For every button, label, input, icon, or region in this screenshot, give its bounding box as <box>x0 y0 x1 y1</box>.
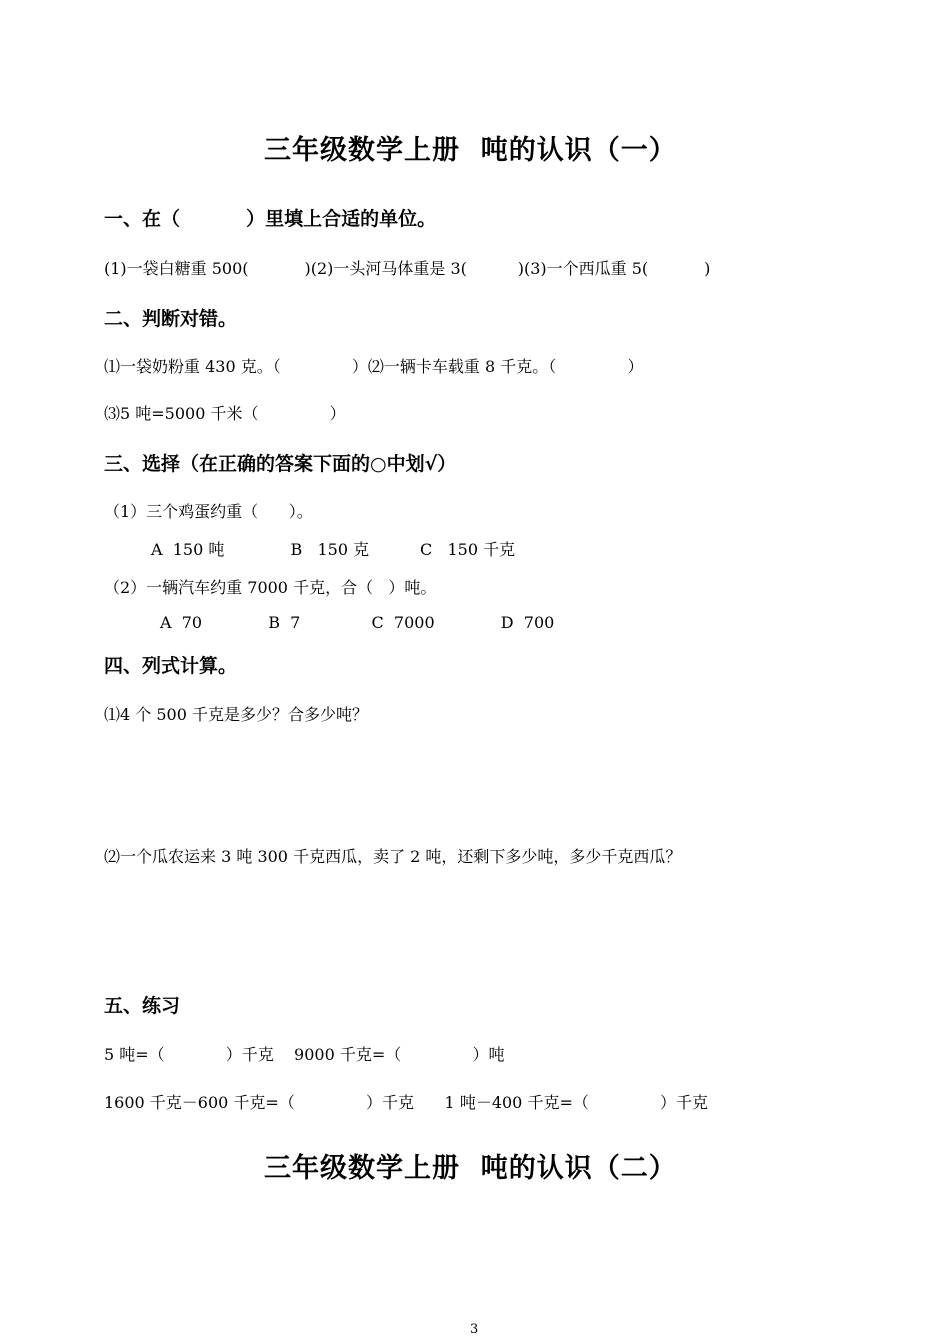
section-4-question-2: ⑵一个瓜农运来 3 吨 300 千克西瓜，卖了 2 吨，还剩下多少吨，多少千克西瓜？ <box>104 847 682 866</box>
section-2-line-1: ⑴一袋奶粉重 430 克。（ ）⑵一辆卡车载重 8 千克。（ ） <box>104 357 644 376</box>
section-2-line-2: ⑶5 吨=5000 千米（ ） <box>104 404 346 423</box>
section-1-line-1: (1)一袋白糖重 500( )(2)一头河马体重是 3( )(3)一个西瓜重 5( ) <box>104 259 711 278</box>
page-title-1: 三年级数学上册 吨的认识（一） <box>264 135 677 166</box>
page-title-2: 三年级数学上册 吨的认识（二） <box>264 1153 677 1184</box>
section-3-question-2-options: A 70 B 7 C 7000 D 700 <box>160 613 555 632</box>
section-1-heading: 一、在（ ）里填上合适的单位。 <box>104 208 437 230</box>
section-3-question-1-options: A 150 吨 B 150 克 C 150 千克 <box>151 540 516 559</box>
section-5-line-1: 5 吨=（ ）千克 9000 千克=（ ）吨 <box>104 1045 505 1064</box>
page-number: 3 <box>470 1322 479 1337</box>
section-2-heading: 二、判断对错。 <box>104 308 238 330</box>
section-4-question-1: ⑴4 个 500 千克是多少？合多少吨？ <box>104 705 368 724</box>
section-5-heading: 五、练习 <box>104 995 181 1017</box>
section-3-question-2: （2）一辆汽车约重 7000 千克，合（ ）吨。 <box>104 578 437 597</box>
section-3-question-1: （1）三个鸡蛋约重（ ）。 <box>104 502 313 521</box>
section-3-heading: 三、选择（在正确的答案下面的○中划√） <box>104 453 457 475</box>
section-4-heading: 四、列式计算。 <box>104 655 238 677</box>
section-5-line-2: 1600 千克－600 千克=（ ）千克 1 吨－400 千克=（ ）千克 <box>104 1093 709 1112</box>
